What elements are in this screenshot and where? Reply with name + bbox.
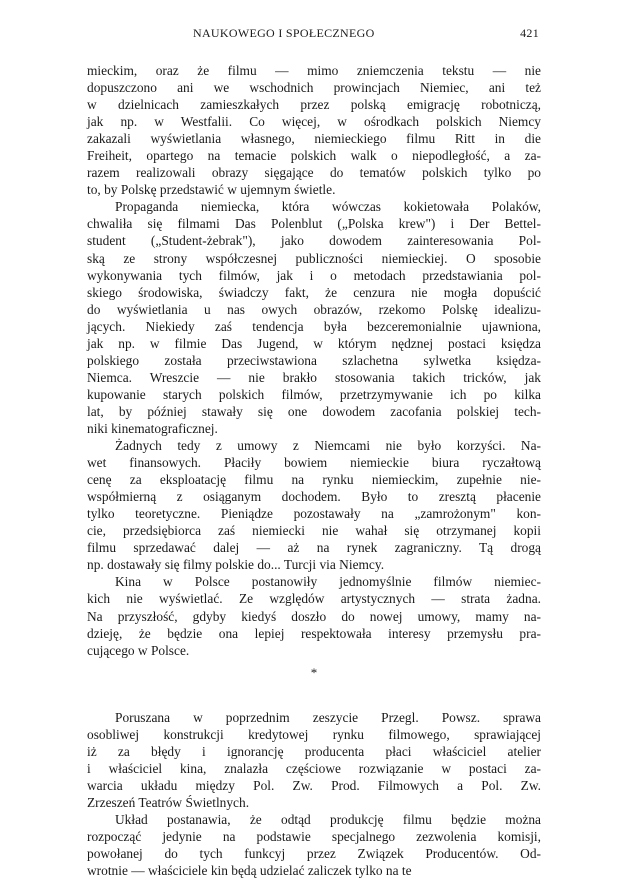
article-section-1 xyxy=(87,62,541,659)
text-line: student („Student-żebrak"), jako dowodem zainteresowania Pol- xyxy=(87,233,541,249)
text-line: wrotnie — właściciele kin będą udzielać zaliczek tylko na te xyxy=(87,863,412,879)
text-line: dopuszczono ani we wschodnich prowincjach Niemiec, ani też xyxy=(87,80,541,96)
text-line: jak np. w Westfalii. Co więcej, w ośrodkach polskich Niemcy xyxy=(87,114,541,130)
text-line: Zrzeszeń Teatrów Świetlnych. xyxy=(87,794,250,810)
text-line: do wyświetlania u nas owych obrazów, rzekomo Polskę idealizu- xyxy=(87,301,541,317)
text-line: skiego środowiska, świadczy fakt, że cenzura nie mogła dopuścić xyxy=(87,284,541,300)
paragraph xyxy=(87,437,541,573)
text-line: powołanej do tych funkcyj przez Związek Producentów. Od- xyxy=(87,846,541,862)
text-line: cenę za eksploatację filmu na rynku niemieckim, zupełnie nie- xyxy=(87,472,541,488)
text-line: to, by Polskę przedstawić w ujemnym świetle. xyxy=(87,182,336,198)
text-line: jących. Niekiedy zaś tendencja była bezceremonialnie ujawniona, xyxy=(87,318,541,334)
text-line: współmierną z osiąganym dochodem. Było to zresztą płacenie xyxy=(87,489,541,505)
text-line: Niemca. Wreszcie — nie brakło stosowania takich tricków, jak xyxy=(87,369,541,385)
text-line: rozpocząć jedynie na podstawie specjalnego zezwolenia komisji, xyxy=(87,828,541,844)
text-line: wet finansowych. Płaciły bowiem niemieckie biura ryczałtową xyxy=(87,455,541,471)
text-line: niki kinematograficznej. xyxy=(87,420,218,436)
paragraph xyxy=(87,811,541,879)
text-line: Kina w Polsce postanowiły jednomyślnie filmów niemiec- xyxy=(115,574,541,590)
text-line: mieckim, oraz że filmu — mimo zniemczenia tekstu — nie xyxy=(87,63,541,78)
text-line: np. dostawały się filmy polskie do... Turcji via Niemcy. xyxy=(87,557,385,573)
text-line: ską ze strony współczesnej publiczności niemieckiej. O sposobie xyxy=(87,250,541,266)
text-line: i właściciel kina, znalazła częściowe rozwiązanie w postaci za- xyxy=(87,760,541,776)
text-line: Żadnych tedy z umowy z Niemcami nie było korzyści. Na- xyxy=(115,438,541,454)
paragraph xyxy=(87,573,541,658)
text-line: warcia układu między Pol. Zw. Prod. Filmowych a Pol. Zw. xyxy=(87,777,541,793)
text-line: Na przyszłość, gdyby kiedyś doszło do nowej umowy, mamy na- xyxy=(87,608,541,624)
text-line: dzieję, że będzie ona lepiej respektowała interesy przemysłu pra- xyxy=(87,625,541,641)
text-line: Freiheit, opartego na temacie polskich walk o niepodległość, a za- xyxy=(87,148,541,164)
text-line: Układ postanawia, że odtąd produkcję filmu będzie można xyxy=(115,811,541,827)
running-title: NAUKOWEGO I SPOŁECZNEGO xyxy=(193,26,375,40)
text-line: polskiego została przeciwstawiona szlachetna sylwetka księdza- xyxy=(87,352,541,368)
text-line: jak np. w filmie Das Jugend, w którym nędznej postaci księdza xyxy=(87,335,541,351)
section-separator: * xyxy=(310,664,318,680)
text-line: iż za błędy i ignorancję producenta płaci właściciel atelier xyxy=(87,743,541,759)
book-page xyxy=(87,26,541,879)
page-number: 421 xyxy=(520,26,539,40)
paragraph xyxy=(87,62,541,198)
page-header xyxy=(87,26,541,46)
text-line: cującego w Polsce. xyxy=(87,642,190,658)
text-line: Propaganda niemiecka, która wówczas kokietowała Polaków, xyxy=(115,199,541,215)
text-line: filmu sprzedawać dalej — aż na rynek zagraniczny. Tą drogą xyxy=(87,540,541,556)
text-line: razem realizowali obrazy sięgające do tematów polskich tylko po xyxy=(87,165,541,181)
article-body xyxy=(87,62,541,879)
text-line: kupowanie starych polskich filmów, przetrzymywanie ich po kilka xyxy=(87,386,541,402)
text-line: chwaliła się filmami Das Polenblut („Polska krew") i Der Bettel- xyxy=(87,216,541,232)
article-section-2 xyxy=(87,709,541,879)
text-line: lat, by później stawały się one dowodem zacofania polskiej tech- xyxy=(87,403,541,419)
text-line: cie, przedsiębiorca zaś niemiecki nie wahał się otrzymanej kopii xyxy=(87,523,541,539)
paragraph xyxy=(87,709,541,811)
text-line: w dzielnicach zamieszkałych przez polską emigrację robotniczą, xyxy=(87,97,541,113)
text-line: osobliwej konstrukcji kredytowej rynku filmowego, sprawiającej xyxy=(87,726,541,742)
paragraph xyxy=(87,198,541,437)
text-line: wykonywania tych filmów, jak i o metodach przedstawiania pol- xyxy=(87,267,541,283)
text-line: tylko teoretyczne. Pieniądze pozostawały na „zamrożonym" kon- xyxy=(87,506,541,522)
text-line: kich nie wyświetlać. Ze względów artystycznych — strata żadna. xyxy=(87,591,541,607)
text-line: Poruszana w poprzednim zeszycie Przegl. Powsz. sprawa xyxy=(115,709,541,725)
text-line: zakazali wyświetlania własnego, niemieckiego filmu Ritt in die xyxy=(87,131,541,147)
